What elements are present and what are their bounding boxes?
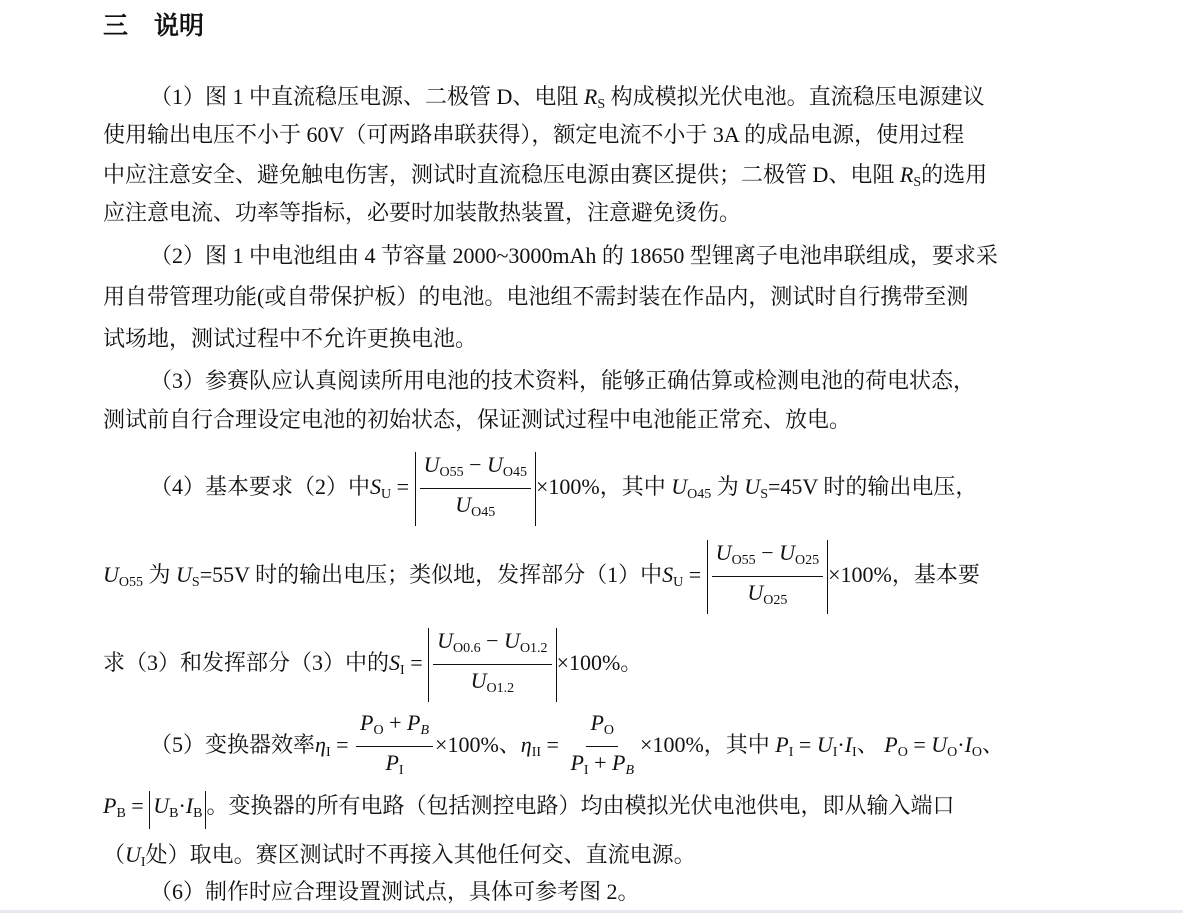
heading-number: 三 — [103, 11, 129, 40]
p6-line1: （6）制作时应合理设置测试点，具体可参考图 2。 — [150, 879, 640, 904]
p2-line1: （2）图 1 中电池组由 4 节容量 2000~3000mAh 的 18650 型锂离子电池串联组成，要求采 — [150, 243, 998, 268]
eta1-formula: $\frac{P_O + P_B}{P_I}$ — [356, 710, 433, 784]
heading-title: 说明 — [154, 11, 205, 40]
p5-line3: （$U_I$处）取电。赛区测试时不再接入其他任何交、直流电源。 — [103, 842, 696, 870]
pb-formula: $U_B\cdot I_B$ — [149, 791, 206, 829]
eta2-formula: $\frac{P_O}{P_I + P_B}$ — [570, 710, 635, 778]
p4-line1: （4）基本要求（2）中$S_U$ = $\frac{U_{O55} - U_{O45}}{U_{O45}}$ ×100%，其中 $U_{O45}$ 为 $U_S=45V$ 时的输出电压， — [150, 452, 977, 526]
su-formula-extended: $\frac{U_{O55} - U_{O25}}{U_{O25}}$ — [707, 540, 828, 614]
p3-line1: （3）参赛队应认真阅读所用电池的技术资料，能够正确估算或检测电池的荷电状态， — [150, 368, 976, 393]
p1-line3: 中应注意安全、避免触电伤害，测试时直流稳压电源由赛区提供；二极管 D、电阻 $R_S$的选用 — [103, 162, 988, 190]
section-heading — [103, 6, 230, 42]
p2-line3: 试场地，测试过程中不允许更换电池。 — [103, 326, 478, 351]
p1-line4: 应注意电流、功率等指标，必要时加装散热装置，注意避免烫伤。 — [103, 200, 742, 225]
p1-line2: 使用输出电压不小于 60V（可两路串联获得），额定电流不小于 3A 的成品电源，使用过程 — [103, 122, 965, 147]
si-formula: $\frac{U_{O0.6} - U_{O1.2}}{U_{O1.2}}$ — [428, 628, 556, 702]
p5-line1: （5）变换器效率$\eta_I$ = $\frac{P_O + P_B}{P_I}$ ×100%、$\eta_{II}$ = $\frac{P_O}{P_I + P_B}$ ×100%，其中 $P_I = U_I\cdot I_I$、 $P_O = U_O\cdot I_O$、 — [150, 710, 1004, 784]
p5-line2: $P_B = U_B\cdot I_B$ 。变换器的所有电路（包括测控电路）均由模拟光伏电池供电，即从输入端口 — [103, 791, 954, 829]
p4-line2: $U_{O55}$ 为 $U_S=55V$ 时的输出电压；类似地，发挥部分（1）中$S_U$ = $\frac{U_{O55} - U_{O25}}{U_{O25}}$ ×100%，基本要 — [103, 540, 980, 614]
p3-line2: 测试前自行合理设定电池的初始状态，保证测试过程中电池能正常充、放电。 — [103, 407, 852, 432]
p1-line1: （1）图 1 中直流稳压电源、二极管 D、电阻 $R_S$ 构成模拟光伏电池。直流稳压电源建议 — [150, 84, 985, 112]
p4-line3: 求（3）和发挥部分（3）中的$S_I$ = $\frac{U_{O0.6} - U_{O1.2}}{U_{O1.2}}$ ×100%。 — [103, 628, 642, 702]
p2-line2: 用自带管理功能(或自带保护板）的电池。电池组不需封装在作品内，测试时自行携带至测 — [103, 284, 969, 309]
su-formula-basic: $\frac{U_{O55} - U_{O45}}{U_{O45}}$ — [415, 452, 536, 526]
